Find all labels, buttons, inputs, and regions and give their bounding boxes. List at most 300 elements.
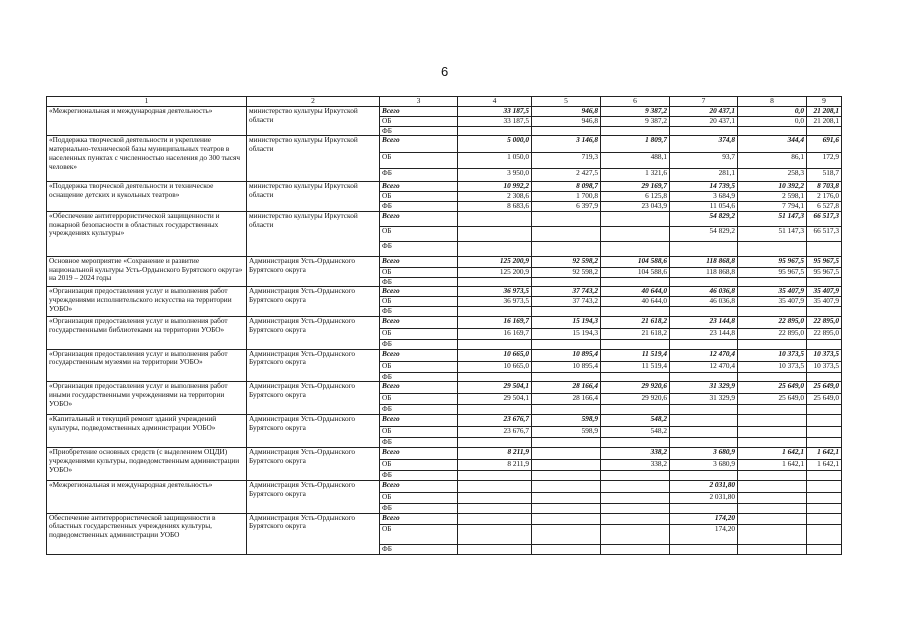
table-row [47,480,842,492]
amount-cell [807,126,842,136]
amount-cell [532,126,601,136]
funding-source-cell: Всего [380,136,458,153]
amount-cell: 23 676,7 [458,427,532,438]
amount-cell: 54 829,2 [670,211,738,226]
amount-cell: 28 166,4 [532,394,601,405]
header-cell-4: 4 [458,97,532,107]
amount-cell [738,524,807,544]
amount-cell [458,503,532,513]
funding-source-cell: ОБ [380,524,458,544]
amount-cell [458,405,532,415]
amount-cell [532,492,601,503]
amount-cell [532,503,601,513]
executor-cell: министерство культуры Иркутской области [247,182,380,211]
header-cell-5: 5 [532,97,601,107]
amount-cell: 1 642,1 [738,459,807,470]
amount-cell: 118 868,8 [670,267,738,277]
table-row [47,256,842,267]
funding-source-cell: Всего [380,382,458,394]
amount-cell [532,372,601,382]
amount-cell [601,503,670,513]
amount-cell: 719,3 [532,153,601,169]
header-cell-6: 6 [601,97,670,107]
funding-source-cell: Всего [380,107,458,117]
funding-source-cell: ОБ [380,116,458,126]
amount-cell [601,513,670,524]
amount-cell: 92 598,2 [532,256,601,267]
amount-cell [601,226,670,241]
amount-cell [807,405,842,415]
budget-table [46,96,842,555]
amount-cell [738,306,807,316]
amount-cell: 10 373,5 [807,361,842,372]
amount-cell: 2 308,6 [458,192,532,202]
amount-cell [670,126,738,136]
amount-cell [807,480,842,492]
amount-cell [807,470,842,480]
amount-cell [601,438,670,448]
amount-cell: 1 642,1 [738,447,807,459]
funding-source-cell: Всего [380,480,458,492]
amount-cell: 21 618,2 [601,328,670,339]
amount-cell: 258,3 [738,169,807,182]
funding-source-cell: ФБ [380,372,458,382]
table-row [47,107,842,117]
funding-source-cell: Всего [380,182,458,192]
amount-cell: 10 992,2 [458,182,532,192]
amount-cell [738,277,807,287]
table-row [47,349,842,361]
funding-source-cell: ФБ [380,201,458,211]
amount-cell: 8 211,9 [458,447,532,459]
amount-cell: 1 700,8 [532,192,601,202]
amount-cell [807,524,842,544]
header-row [47,97,842,107]
funding-source-cell: ОБ [380,361,458,372]
table-body [47,97,842,555]
amount-cell [738,503,807,513]
amount-cell: 10 392,2 [738,182,807,192]
table-row [47,415,842,427]
amount-cell [601,241,670,256]
activity-name-cell: «Поддержка творческой деятельности и техническое оснащение детских и кукольных театров» [47,182,247,211]
amount-cell: 23 676,7 [458,415,532,427]
amount-cell [807,306,842,316]
amount-cell [738,339,807,349]
activity-name-cell: «Организация предоставления услуг и выполнения работ иными государственными учреждениями на территории УОБО» [47,382,247,415]
amount-cell [532,480,601,492]
amount-cell [532,277,601,287]
amount-cell: 3 146,8 [532,136,601,153]
funding-source-cell: Всего [380,256,458,267]
amount-cell [807,513,842,524]
amount-cell [670,241,738,256]
amount-cell: 2 598,1 [738,192,807,202]
funding-source-cell: Всего [380,513,458,524]
amount-cell [601,480,670,492]
amount-cell [670,427,738,438]
amount-cell: 51 147,3 [738,226,807,241]
funding-source-cell: ОБ [380,297,458,307]
amount-cell [601,211,670,226]
amount-cell [532,438,601,448]
amount-cell: 25 649,0 [738,382,807,394]
amount-cell [670,544,738,554]
amount-cell: 40 644,0 [601,297,670,307]
amount-cell: 66 517,3 [807,226,842,241]
amount-cell: 15 194,3 [532,316,601,328]
amount-cell: 33 187,5 [458,116,532,126]
table-row [47,513,842,524]
amount-cell: 598,9 [532,427,601,438]
header-cell-3: 3 [380,97,458,107]
amount-cell: 21 208,1 [807,116,842,126]
amount-cell [807,427,842,438]
amount-cell: 92 598,2 [532,267,601,277]
amount-cell: 174,20 [670,524,738,544]
funding-source-cell: ОБ [380,328,458,339]
funding-source-cell: Всего [380,415,458,427]
amount-cell [601,492,670,503]
amount-cell: 338,2 [601,447,670,459]
funding-source-cell: Всего [380,211,458,226]
amount-cell [458,470,532,480]
amount-cell [807,277,842,287]
amount-cell: 31 329,9 [670,382,738,394]
table-row [47,382,842,394]
amount-cell [738,241,807,256]
amount-cell [601,372,670,382]
amount-cell: 11 519,4 [601,361,670,372]
amount-cell [670,339,738,349]
executor-cell: министерство культуры Иркутской области [247,211,380,256]
amount-cell: 35 407,9 [738,287,807,297]
amount-cell [670,405,738,415]
amount-cell: 5 000,0 [458,136,532,153]
amount-cell [670,372,738,382]
amount-cell [532,306,601,316]
executor-cell: Администрация Усть-Ордынского Бурятского округа [247,415,380,448]
amount-cell: 22 895,0 [807,316,842,328]
funding-source-cell: ОБ [380,394,458,405]
amount-cell [458,544,532,554]
amount-cell: 1 642,1 [807,447,842,459]
amount-cell [807,415,842,427]
header-cell-2: 2 [247,97,380,107]
amount-cell: 11 519,4 [601,349,670,361]
table-row [47,316,842,328]
amount-cell: 25 649,0 [807,382,842,394]
amount-cell [670,470,738,480]
amount-cell [738,544,807,554]
amount-cell: 20 437,1 [670,116,738,126]
amount-cell: 10 665,0 [458,349,532,361]
amount-cell: 21 208,1 [807,107,842,117]
amount-cell [738,470,807,480]
amount-cell: 25 649,0 [738,394,807,405]
page-number: 6 [441,64,449,79]
amount-cell: 8 211,9 [458,459,532,470]
amount-cell: 40 644,0 [601,287,670,297]
amount-cell [738,492,807,503]
activity-name-cell: Обеспечение антитеррористической защищенности в областных государственных учреждениях культуры, подведомственных администрации УОБО [47,513,247,554]
funding-source-cell: ОБ [380,153,458,169]
amount-cell [601,306,670,316]
amount-cell: 28 166,4 [532,382,601,394]
amount-cell [532,226,601,241]
amount-cell: 95 967,5 [807,267,842,277]
amount-cell [807,544,842,554]
amount-cell: 6 527,8 [807,201,842,211]
amount-cell: 16 169,7 [458,328,532,339]
amount-cell: 1 642,1 [807,459,842,470]
amount-cell: 548,2 [601,427,670,438]
amount-cell: 1 321,6 [601,169,670,182]
executor-cell: Администрация Усть-Ордынского Бурятского округа [247,287,380,316]
amount-cell: 3 680,9 [670,459,738,470]
amount-cell: 11 054,6 [670,201,738,211]
amount-cell [738,126,807,136]
activity-name-cell: «Межрегиональная и международная деятельность» [47,107,247,136]
amount-cell [601,470,670,480]
funding-source-cell: ФБ [380,544,458,554]
amount-cell: 29 504,1 [458,394,532,405]
amount-cell [601,126,670,136]
funding-source-cell: ФБ [380,306,458,316]
funding-source-cell: ОБ [380,427,458,438]
amount-cell [458,306,532,316]
amount-cell: 36 973,5 [458,297,532,307]
amount-cell [670,503,738,513]
amount-cell [738,438,807,448]
amount-cell: 29 169,7 [601,182,670,192]
amount-cell: 22 895,0 [738,316,807,328]
amount-cell: 174,20 [670,513,738,524]
amount-cell [670,277,738,287]
amount-cell: 35 407,9 [807,297,842,307]
funding-source-cell: ФБ [380,277,458,287]
header-cell-9: 9 [807,97,842,107]
amount-cell: 21 618,2 [601,316,670,328]
activity-name-cell: Основное мероприятие «Сохранение и развитие национальной культуры Усть-Ордынского Бурятского округа» на 2019 – 2024 годы [47,256,247,287]
header-cell-1: 1 [47,97,247,107]
amount-cell [532,211,601,226]
amount-cell [601,277,670,287]
amount-cell: 37 743,2 [532,287,601,297]
header-cell-8: 8 [738,97,807,107]
amount-cell [807,492,842,503]
amount-cell: 8 098,7 [532,182,601,192]
funding-source-cell: ФБ [380,470,458,480]
amount-cell: 598,9 [532,415,601,427]
amount-cell [807,372,842,382]
funding-source-cell: ФБ [380,241,458,256]
activity-name-cell: «Межрегиональная и международная деятельность» [47,480,247,513]
amount-cell [807,339,842,349]
amount-cell: 36 973,5 [458,287,532,297]
amount-cell [807,241,842,256]
activity-name-cell: «Организация предоставления услуг и выполнения работ государственными библиотеками на территории УОБО» [47,316,247,349]
amount-cell [532,513,601,524]
table-row [47,182,842,192]
amount-cell [458,480,532,492]
amount-cell: 46 036,8 [670,287,738,297]
amount-cell [601,524,670,544]
amount-cell: 37 743,2 [532,297,601,307]
amount-cell: 12 470,4 [670,349,738,361]
table-row [47,287,842,297]
amount-cell [532,241,601,256]
table-row [47,447,842,459]
amount-cell [532,544,601,554]
amount-cell: 66 517,3 [807,211,842,226]
amount-cell: 15 194,3 [532,328,601,339]
amount-cell [532,405,601,415]
funding-source-cell: Всего [380,447,458,459]
amount-cell: 16 169,7 [458,316,532,328]
amount-cell [807,438,842,448]
amount-cell: 281,1 [670,169,738,182]
amount-cell: 29 504,1 [458,382,532,394]
amount-cell [738,513,807,524]
amount-cell: 6 125,8 [601,192,670,202]
amount-cell: 9 387,2 [601,116,670,126]
amount-cell: 2 031,80 [670,492,738,503]
activity-name-cell: «Поддержка творческой деятельности и укрепление материально-технической базы муниципальных театров в населенных пунктах с численностью населения до 300 тысяч человек» [47,136,247,182]
amount-cell [532,470,601,480]
funding-source-cell: ФБ [380,503,458,513]
amount-cell [670,415,738,427]
funding-source-cell: ОБ [380,459,458,470]
amount-cell: 10 665,0 [458,361,532,372]
amount-cell: 344,4 [738,136,807,153]
table-row [47,211,842,226]
amount-cell: 35 407,9 [807,287,842,297]
funding-source-cell: ОБ [380,192,458,202]
amount-cell: 10 895,4 [532,349,601,361]
amount-cell: 86,1 [738,153,807,169]
funding-source-cell: Всего [380,287,458,297]
amount-cell [532,339,601,349]
amount-cell [458,241,532,256]
amount-cell [738,372,807,382]
amount-cell: 946,8 [532,116,601,126]
amount-cell [532,524,601,544]
amount-cell: 548,2 [601,415,670,427]
amount-cell: 172,9 [807,153,842,169]
amount-cell: 9 387,2 [601,107,670,117]
funding-source-cell: ОБ [380,492,458,503]
activity-name-cell: «Обеспечение антитеррористической защищенности и пожарной безопасности в областных государственных учреждениях культуры» [47,211,247,256]
amount-cell [738,427,807,438]
amount-cell: 10 373,5 [807,349,842,361]
activity-name-cell: «Приобретение основных средств (с выделением ОЦДИ) учреждениями культуры, подведомственным администрации УОБО» [47,447,247,480]
funding-source-cell: ОБ [380,267,458,277]
amount-cell: 3 680,9 [670,447,738,459]
amount-cell: 946,8 [532,107,601,117]
table-row [47,136,842,153]
amount-cell [738,415,807,427]
amount-cell [458,339,532,349]
amount-cell: 33 187,5 [458,107,532,117]
amount-cell [458,524,532,544]
amount-cell: 374,8 [670,136,738,153]
funding-source-cell: Всего [380,316,458,328]
amount-cell [670,306,738,316]
activity-name-cell: «Капитальный и текущий ремонт зданий учреждений культуры, подведомственных администрации УОБО» [47,415,247,448]
amount-cell [532,459,601,470]
amount-cell: 2 427,5 [532,169,601,182]
funding-source-cell: ОБ [380,226,458,241]
executor-cell: Администрация Усть-Ордынского Бурятского округа [247,382,380,415]
amount-cell: 29 920,6 [601,382,670,394]
amount-cell: 35 407,9 [738,297,807,307]
amount-cell: 46 036,8 [670,297,738,307]
activity-name-cell: «Организация предоставления услуг и выполнения работ государственным музеями на территории УОБО» [47,349,247,382]
amount-cell: 95 967,5 [738,267,807,277]
amount-cell [807,503,842,513]
amount-cell: 125 200,9 [458,256,532,267]
funding-source-cell: ФБ [380,169,458,182]
amount-cell: 23 043,9 [601,201,670,211]
executor-cell: Администрация Усть-Ордынского Бурятского округа [247,316,380,349]
amount-cell: 104 588,6 [601,267,670,277]
amount-cell: 7 794,1 [738,201,807,211]
amount-cell: 31 329,9 [670,394,738,405]
executor-cell: Администрация Усть-Ордынского Бурятского округа [247,447,380,480]
amount-cell: 3 950,0 [458,169,532,182]
amount-cell: 125 200,9 [458,267,532,277]
executor-cell: министерство культуры Иркутской области [247,136,380,182]
funding-source-cell: ФБ [380,339,458,349]
amount-cell: 10 373,5 [738,349,807,361]
executor-cell: Администрация Усть-Ордынского Бурятского округа [247,513,380,554]
amount-cell [601,339,670,349]
amount-cell [458,513,532,524]
amount-cell: 12 470,4 [670,361,738,372]
amount-cell: 3 684,9 [670,192,738,202]
amount-cell: 2 176,0 [807,192,842,202]
amount-cell: 104 588,6 [601,256,670,267]
amount-cell: 10 373,5 [738,361,807,372]
amount-cell: 29 920,6 [601,394,670,405]
header-cell-7: 7 [670,97,738,107]
amount-cell: 23 144,8 [670,316,738,328]
amount-cell: 1 809,7 [601,136,670,153]
executor-cell: Администрация Усть-Ордынского Бурятского округа [247,256,380,287]
amount-cell [738,480,807,492]
amount-cell: 23 144,8 [670,328,738,339]
amount-cell: 93,7 [670,153,738,169]
amount-cell: 0,0 [738,116,807,126]
amount-cell: 8 703,8 [807,182,842,192]
amount-cell [458,372,532,382]
amount-cell [670,438,738,448]
amount-cell: 22 895,0 [807,328,842,339]
amount-cell: 691,6 [807,136,842,153]
amount-cell [458,438,532,448]
amount-cell: 20 437,1 [670,107,738,117]
amount-cell: 95 967,5 [807,256,842,267]
amount-cell [458,226,532,241]
amount-cell: 338,2 [601,459,670,470]
amount-cell: 10 895,4 [532,361,601,372]
amount-cell: 488,1 [601,153,670,169]
funding-source-cell: ФБ [380,438,458,448]
amount-cell [601,405,670,415]
amount-cell: 25 649,0 [807,394,842,405]
amount-cell: 118 868,8 [670,256,738,267]
